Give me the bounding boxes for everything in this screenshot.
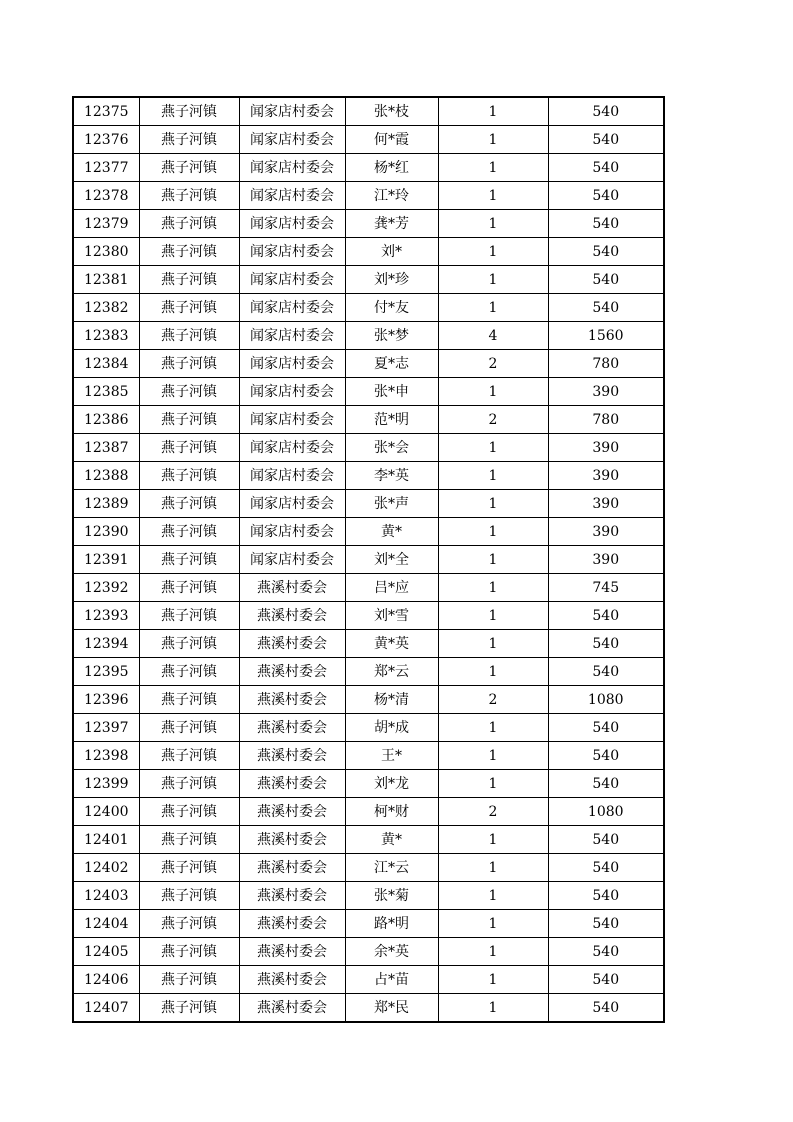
village-committee-cell: 燕溪村委会 (239, 882, 345, 910)
amount-cell: 540 (548, 826, 664, 854)
person-name-cell: 范*明 (345, 406, 438, 434)
town-cell: 燕子河镇 (139, 742, 239, 770)
town-cell: 燕子河镇 (139, 686, 239, 714)
town-cell: 燕子河镇 (139, 266, 239, 294)
person-name-cell: 夏*志 (345, 350, 438, 378)
table-row (73, 294, 664, 322)
village-committee-cell: 燕溪村委会 (239, 966, 345, 994)
household-count-cell: 1 (438, 882, 548, 910)
town-cell: 燕子河镇 (139, 434, 239, 462)
person-name-cell: 龚*芳 (345, 210, 438, 238)
town-cell: 燕子河镇 (139, 602, 239, 630)
person-name-cell: 黄* (345, 826, 438, 854)
amount-cell: 540 (548, 742, 664, 770)
person-name-cell: 杨*清 (345, 686, 438, 714)
serial-number-cell: 12398 (73, 742, 139, 770)
table-row (73, 658, 664, 686)
serial-number-cell: 12377 (73, 154, 139, 182)
serial-number-cell: 12388 (73, 462, 139, 490)
village-committee-cell: 燕溪村委会 (239, 798, 345, 826)
serial-number-cell: 12394 (73, 630, 139, 658)
village-committee-cell: 燕溪村委会 (239, 658, 345, 686)
town-cell: 燕子河镇 (139, 406, 239, 434)
amount-cell: 540 (548, 714, 664, 742)
household-count-cell: 1 (438, 938, 548, 966)
household-count-cell: 1 (438, 770, 548, 798)
village-committee-cell: 闻家店村委会 (239, 350, 345, 378)
town-cell: 燕子河镇 (139, 854, 239, 882)
household-count-cell: 1 (438, 490, 548, 518)
town-cell: 燕子河镇 (139, 966, 239, 994)
town-cell: 燕子河镇 (139, 882, 239, 910)
table-row (73, 462, 664, 490)
village-committee-cell: 燕溪村委会 (239, 742, 345, 770)
table-row (73, 938, 664, 966)
table-row (73, 490, 664, 518)
person-name-cell: 刘*龙 (345, 770, 438, 798)
serial-number-cell: 12393 (73, 602, 139, 630)
household-count-cell: 1 (438, 630, 548, 658)
person-name-cell: 江*玲 (345, 182, 438, 210)
amount-cell: 390 (548, 490, 664, 518)
village-committee-cell: 闻家店村委会 (239, 490, 345, 518)
amount-cell: 540 (548, 182, 664, 210)
serial-number-cell: 12379 (73, 210, 139, 238)
table-row (73, 126, 664, 154)
amount-cell: 540 (548, 882, 664, 910)
amount-cell: 390 (548, 434, 664, 462)
village-committee-cell: 闻家店村委会 (239, 266, 345, 294)
household-count-cell: 1 (438, 826, 548, 854)
household-count-cell: 1 (438, 97, 548, 126)
serial-number-cell: 12391 (73, 546, 139, 574)
household-count-cell: 1 (438, 126, 548, 154)
household-count-cell: 1 (438, 210, 548, 238)
household-count-cell: 2 (438, 798, 548, 826)
serial-number-cell: 12403 (73, 882, 139, 910)
person-name-cell: 占*苗 (345, 966, 438, 994)
table-row (73, 574, 664, 602)
village-committee-cell: 闻家店村委会 (239, 182, 345, 210)
serial-number-cell: 12386 (73, 406, 139, 434)
person-name-cell: 胡*成 (345, 714, 438, 742)
household-count-cell: 1 (438, 434, 548, 462)
table-row (73, 826, 664, 854)
serial-number-cell: 12395 (73, 658, 139, 686)
town-cell: 燕子河镇 (139, 798, 239, 826)
village-committee-cell: 闻家店村委会 (239, 406, 345, 434)
person-name-cell: 吕*应 (345, 574, 438, 602)
amount-cell: 780 (548, 350, 664, 378)
serial-number-cell: 12396 (73, 686, 139, 714)
village-committee-cell: 闻家店村委会 (239, 322, 345, 350)
village-committee-cell: 闻家店村委会 (239, 546, 345, 574)
person-name-cell: 黄*英 (345, 630, 438, 658)
serial-number-cell: 12406 (73, 966, 139, 994)
town-cell: 燕子河镇 (139, 322, 239, 350)
town-cell: 燕子河镇 (139, 630, 239, 658)
amount-cell: 1080 (548, 686, 664, 714)
person-name-cell: 刘*雪 (345, 602, 438, 630)
person-name-cell: 柯*财 (345, 798, 438, 826)
person-name-cell: 刘*全 (345, 546, 438, 574)
village-committee-cell: 燕溪村委会 (239, 938, 345, 966)
person-name-cell: 张*声 (345, 490, 438, 518)
person-name-cell: 张*枝 (345, 97, 438, 126)
amount-cell: 390 (548, 462, 664, 490)
serial-number-cell: 12389 (73, 490, 139, 518)
serial-number-cell: 12382 (73, 294, 139, 322)
amount-cell: 540 (548, 294, 664, 322)
town-cell: 燕子河镇 (139, 574, 239, 602)
village-committee-cell: 燕溪村委会 (239, 574, 345, 602)
household-count-cell: 2 (438, 686, 548, 714)
table-row (73, 434, 664, 462)
table-row (73, 406, 664, 434)
amount-cell: 540 (548, 770, 664, 798)
table-row (73, 798, 664, 826)
person-name-cell: 何*霞 (345, 126, 438, 154)
village-committee-cell: 燕溪村委会 (239, 910, 345, 938)
town-cell: 燕子河镇 (139, 350, 239, 378)
table-row (73, 602, 664, 630)
town-cell: 燕子河镇 (139, 714, 239, 742)
table-row (73, 518, 664, 546)
town-cell: 燕子河镇 (139, 658, 239, 686)
table-row (73, 266, 664, 294)
town-cell: 燕子河镇 (139, 462, 239, 490)
serial-number-cell: 12404 (73, 910, 139, 938)
household-count-cell: 1 (438, 966, 548, 994)
household-count-cell: 1 (438, 910, 548, 938)
village-committee-cell: 闻家店村委会 (239, 126, 345, 154)
town-cell: 燕子河镇 (139, 378, 239, 406)
amount-cell: 540 (548, 854, 664, 882)
amount-cell: 540 (548, 238, 664, 266)
amount-cell: 1080 (548, 798, 664, 826)
serial-number-cell: 12399 (73, 770, 139, 798)
table-row (73, 546, 664, 574)
village-committee-cell: 闻家店村委会 (239, 378, 345, 406)
village-committee-cell: 燕溪村委会 (239, 994, 345, 1023)
village-committee-cell: 燕溪村委会 (239, 714, 345, 742)
town-cell: 燕子河镇 (139, 938, 239, 966)
table-row (73, 378, 664, 406)
serial-number-cell: 12384 (73, 350, 139, 378)
table-row (73, 630, 664, 658)
serial-number-cell: 12397 (73, 714, 139, 742)
amount-cell: 540 (548, 602, 664, 630)
village-committee-cell: 闻家店村委会 (239, 238, 345, 266)
town-cell: 燕子河镇 (139, 210, 239, 238)
village-committee-cell: 闻家店村委会 (239, 462, 345, 490)
village-committee-cell: 闻家店村委会 (239, 294, 345, 322)
amount-cell: 540 (548, 126, 664, 154)
household-count-cell: 1 (438, 518, 548, 546)
serial-number-cell: 12407 (73, 994, 139, 1023)
household-count-cell: 1 (438, 994, 548, 1023)
household-count-cell: 1 (438, 154, 548, 182)
serial-number-cell: 12392 (73, 574, 139, 602)
amount-cell: 390 (548, 546, 664, 574)
household-count-cell: 1 (438, 742, 548, 770)
household-count-cell: 1 (438, 574, 548, 602)
amount-cell: 540 (548, 966, 664, 994)
table-row (73, 994, 664, 1023)
town-cell: 燕子河镇 (139, 490, 239, 518)
amount-cell: 540 (548, 938, 664, 966)
village-committee-cell: 闻家店村委会 (239, 97, 345, 126)
household-count-cell: 2 (438, 406, 548, 434)
person-name-cell: 张*菊 (345, 882, 438, 910)
household-count-cell: 1 (438, 462, 548, 490)
person-name-cell: 刘*珍 (345, 266, 438, 294)
person-name-cell: 路*明 (345, 910, 438, 938)
household-count-cell: 2 (438, 350, 548, 378)
serial-number-cell: 12383 (73, 322, 139, 350)
table-row (73, 322, 664, 350)
person-name-cell: 刘* (345, 238, 438, 266)
person-name-cell: 郑*云 (345, 658, 438, 686)
town-cell: 燕子河镇 (139, 770, 239, 798)
town-cell: 燕子河镇 (139, 546, 239, 574)
town-cell: 燕子河镇 (139, 238, 239, 266)
amount-cell: 780 (548, 406, 664, 434)
serial-number-cell: 12375 (73, 97, 139, 126)
serial-number-cell: 12380 (73, 238, 139, 266)
village-committee-cell: 燕溪村委会 (239, 854, 345, 882)
serial-number-cell: 12376 (73, 126, 139, 154)
person-name-cell: 江*云 (345, 854, 438, 882)
amount-cell: 390 (548, 518, 664, 546)
table-row (73, 350, 664, 378)
amount-cell: 540 (548, 658, 664, 686)
table-row (73, 154, 664, 182)
town-cell: 燕子河镇 (139, 97, 239, 126)
amount-cell: 390 (548, 378, 664, 406)
town-cell: 燕子河镇 (139, 826, 239, 854)
roster-table-body (73, 97, 664, 1022)
amount-cell: 540 (548, 266, 664, 294)
roster-table (72, 96, 665, 1023)
amount-cell: 540 (548, 154, 664, 182)
village-committee-cell: 燕溪村委会 (239, 630, 345, 658)
household-count-cell: 1 (438, 238, 548, 266)
person-name-cell: 杨*红 (345, 154, 438, 182)
town-cell: 燕子河镇 (139, 994, 239, 1023)
village-committee-cell: 闻家店村委会 (239, 518, 345, 546)
person-name-cell: 郑*民 (345, 994, 438, 1023)
amount-cell: 540 (548, 994, 664, 1023)
amount-cell: 540 (548, 630, 664, 658)
table-row (73, 882, 664, 910)
household-count-cell: 1 (438, 182, 548, 210)
village-committee-cell: 闻家店村委会 (239, 434, 345, 462)
amount-cell: 1560 (548, 322, 664, 350)
table-row (73, 686, 664, 714)
serial-number-cell: 12390 (73, 518, 139, 546)
serial-number-cell: 12381 (73, 266, 139, 294)
table-row (73, 910, 664, 938)
table-row (73, 210, 664, 238)
table-row (73, 770, 664, 798)
person-name-cell: 黄* (345, 518, 438, 546)
town-cell: 燕子河镇 (139, 154, 239, 182)
village-committee-cell: 燕溪村委会 (239, 770, 345, 798)
table-row (73, 238, 664, 266)
household-count-cell: 1 (438, 714, 548, 742)
amount-cell: 540 (548, 910, 664, 938)
person-name-cell: 李*英 (345, 462, 438, 490)
serial-number-cell: 12400 (73, 798, 139, 826)
person-name-cell: 张*梦 (345, 322, 438, 350)
household-count-cell: 1 (438, 546, 548, 574)
household-count-cell: 1 (438, 658, 548, 686)
person-name-cell: 余*英 (345, 938, 438, 966)
serial-number-cell: 12405 (73, 938, 139, 966)
serial-number-cell: 12402 (73, 854, 139, 882)
table-row (73, 714, 664, 742)
village-committee-cell: 闻家店村委会 (239, 154, 345, 182)
person-name-cell: 张*会 (345, 434, 438, 462)
serial-number-cell: 12378 (73, 182, 139, 210)
person-name-cell: 王* (345, 742, 438, 770)
town-cell: 燕子河镇 (139, 910, 239, 938)
village-committee-cell: 燕溪村委会 (239, 686, 345, 714)
household-count-cell: 1 (438, 294, 548, 322)
serial-number-cell: 12387 (73, 434, 139, 462)
household-count-cell: 1 (438, 602, 548, 630)
village-committee-cell: 燕溪村委会 (239, 602, 345, 630)
table-row (73, 966, 664, 994)
serial-number-cell: 12401 (73, 826, 139, 854)
table-row (73, 854, 664, 882)
amount-cell: 745 (548, 574, 664, 602)
amount-cell: 540 (548, 97, 664, 126)
person-name-cell: 付*友 (345, 294, 438, 322)
table-row (73, 742, 664, 770)
town-cell: 燕子河镇 (139, 518, 239, 546)
serial-number-cell: 12385 (73, 378, 139, 406)
village-committee-cell: 燕溪村委会 (239, 826, 345, 854)
person-name-cell: 张*申 (345, 378, 438, 406)
town-cell: 燕子河镇 (139, 126, 239, 154)
household-count-cell: 4 (438, 322, 548, 350)
village-committee-cell: 闻家店村委会 (239, 210, 345, 238)
household-count-cell: 1 (438, 378, 548, 406)
town-cell: 燕子河镇 (139, 294, 239, 322)
household-count-cell: 1 (438, 266, 548, 294)
amount-cell: 540 (548, 210, 664, 238)
table-row (73, 182, 664, 210)
town-cell: 燕子河镇 (139, 182, 239, 210)
table-row (73, 97, 664, 126)
household-count-cell: 1 (438, 854, 548, 882)
